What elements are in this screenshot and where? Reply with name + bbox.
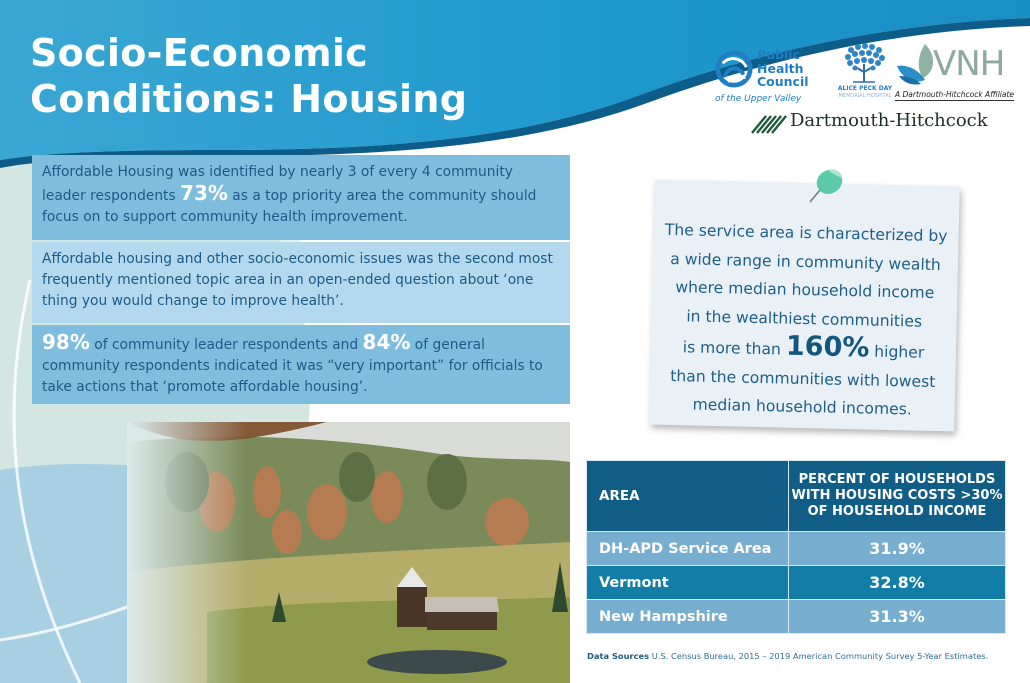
- table-row: [587, 532, 1006, 566]
- dartmouth-hitchcock-name: Dartmouth-Hitchcock: [790, 110, 988, 131]
- vnh-tagline: A Dartmouth-Hitchcock Affiliate: [895, 90, 1015, 99]
- public-health-council-mark-icon: [715, 50, 753, 88]
- note-line-4: in the wealthiest communities: [686, 306, 923, 331]
- note-line-6: than the communities with lowest: [670, 366, 936, 391]
- table-row: [587, 566, 1006, 600]
- note-line-1: The service area is characterized by: [664, 220, 948, 246]
- note-line-7: median household incomes.: [692, 395, 912, 419]
- highlight-160-percent: 160%: [785, 330, 870, 364]
- highlight-84-percent: 84%: [362, 330, 411, 354]
- sticky-note-text: [649, 216, 959, 425]
- area-cell: DH-APD Service Area: [587, 532, 789, 566]
- highlight-98-percent: 98%: [42, 330, 90, 354]
- info-box-1-text-after: as a top priority area the community should focus on to support community health improvement.: [42, 188, 537, 225]
- public-health-council-subtitle: of the Upper Valley: [715, 94, 802, 104]
- tree-icon: [841, 42, 887, 84]
- percent-cell: 31.9%: [789, 532, 1006, 566]
- note-line-5-after: higher: [869, 342, 925, 362]
- pushpin-icon: [800, 160, 850, 210]
- sticky-note: [649, 180, 959, 432]
- percent-cell: 32.8%: [789, 566, 1006, 600]
- header-pct-line-2: WITH HOUSING COSTS >30%: [791, 488, 1003, 503]
- alice-peck-day-subtitle: MEMORIAL HOSPITAL: [838, 93, 892, 99]
- column-header-percent: [789, 461, 1006, 532]
- partner-logos: [710, 40, 1020, 140]
- header-pct-line-3: OF HOUSEHOLD INCOME: [807, 504, 987, 519]
- alice-peck-day-name: ALICE PECK DAY: [837, 85, 893, 92]
- photo-fade-overlay: [127, 422, 247, 683]
- title-line-2: Conditions: Housing: [30, 77, 468, 121]
- data-source-label: Data Sources: [587, 651, 650, 661]
- info-box-3-text-mid: of community leader respondents and: [89, 337, 363, 353]
- note-line-2: a wide range in community wealth: [670, 249, 941, 274]
- info-box-priority: [32, 155, 570, 240]
- header-pct-line-1: PERCENT OF HOUSEHOLDS: [798, 472, 996, 487]
- vnh-name: VNH: [933, 44, 1005, 84]
- info-box-1-text-before: Affordable Housing was identified by nearly 3 of every 4 community leader respondents: [42, 164, 513, 204]
- vnh-logo: [895, 42, 1015, 108]
- public-health-council-logo: [715, 48, 825, 108]
- dartmouth-hitchcock-stripes-icon: [750, 112, 788, 134]
- info-box-2-text: Affordable housing and other socio-economic issues was the second most frequently mentioned topic area in an open-ended question about ‘one thing you would change to improve health’.: [42, 251, 553, 309]
- table-row: [587, 600, 1006, 634]
- public-health-council-name: [757, 48, 809, 89]
- data-source-text: U.S. Census Bureau, 2015 – 2019 American Community Survey 5-Year Estimates.: [649, 651, 989, 661]
- info-box-3-text-after: of general community respondents indicated it was “very important” for officials to take actions that ‘promote affordable housing’.: [42, 337, 543, 395]
- area-cell: New Hampshire: [587, 600, 789, 634]
- phc-line-3: Council: [757, 74, 809, 89]
- dartmouth-hitchcock-logo: [750, 110, 990, 136]
- highlight-73-percent: 73%: [180, 181, 228, 205]
- phc-line-2: Health: [757, 60, 804, 76]
- alice-peck-day-logo: [835, 42, 895, 110]
- table-header-row: [587, 461, 1006, 532]
- data-source-note: [587, 651, 988, 661]
- page-title: [30, 30, 467, 122]
- phc-line-1: Public: [757, 47, 800, 62]
- column-header-area: AREA: [587, 461, 789, 532]
- note-line-3: where median household income: [675, 278, 935, 302]
- title-line-1: Socio-Economic: [30, 31, 368, 75]
- percent-cell: 31.3%: [789, 600, 1006, 634]
- farm-landscape-photo: [127, 422, 570, 683]
- info-box-importance: [32, 325, 570, 404]
- housing-cost-table: [586, 460, 1006, 634]
- note-line-5-before: is more than: [682, 338, 787, 359]
- info-box-open-ended: [32, 242, 570, 323]
- area-cell: Vermont: [587, 566, 789, 600]
